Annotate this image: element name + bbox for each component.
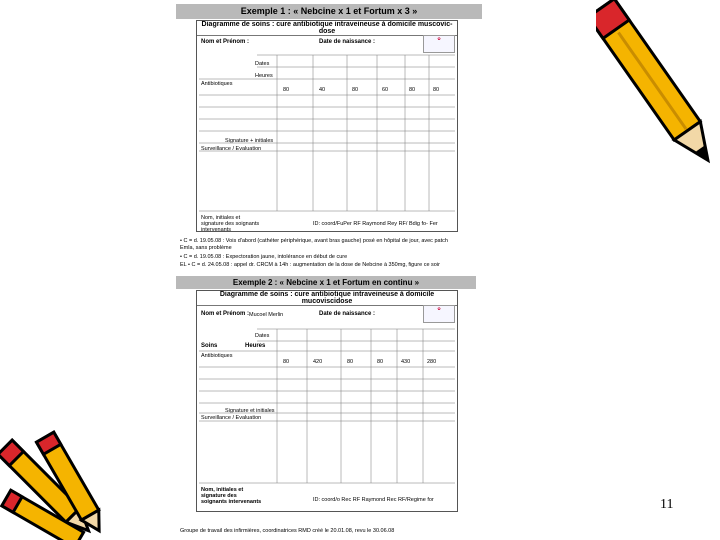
sheet1-antibiotics-label: Antibiotiques — [201, 81, 233, 87]
example1-note-4: EL • C = d. 24.05.08 : appel dr. CRCM à 14h : augmentation de la dose de Nebcine à 350mg, figure ce soir — [180, 262, 440, 268]
sheet1-value-1: 80 — [283, 87, 290, 93]
sheet1-value-3: 80 — [352, 87, 359, 93]
sheet1-grid — [197, 21, 458, 232]
sheet1-footer-right: ID: coord/FuPer RF Raymond Rey RF/ Bdig fo- Fer — [313, 221, 438, 227]
care-diagram-sheet-2 — [196, 290, 458, 512]
sheet2-value-3: 80 — [347, 359, 354, 365]
care-diagram-sheet-1 — [196, 20, 458, 232]
example1-banner: Exemple 1 : « Nebcine x 1 et Fortum x 3 » — [176, 4, 482, 19]
sheet2-logo: ✿ — [423, 305, 455, 323]
sheet2-dob-label: Date de naissance : — [319, 311, 376, 317]
sheet1-logo: ✿ — [423, 35, 455, 53]
sheet1-footer-left: Nom, initiales et signature des soignants intervenants — [201, 215, 260, 232]
sheet2-footer-right: ID: coord/o Rec RF Raymond Rec RF/Regime for — [313, 497, 434, 503]
example1-note-3: • C = d. 19.05.08 : Expectoration jaune, intolérance en début de cure — [180, 254, 348, 260]
sheet2-heures-label: Heures — [245, 343, 266, 349]
sheet2-value-4: 80 — [377, 359, 384, 365]
sheet1-surveillance-label: Surveillance / Evaluation — [201, 146, 262, 152]
page-number: 11 — [660, 497, 674, 512]
sheet2-name-label: Nom et Prénom : — [201, 311, 250, 317]
sheet2-surveillance-label: Surveillance / Evaluation — [201, 415, 262, 421]
sheet2-signature-label: Signature et initiales — [225, 408, 275, 414]
sheet2-value-2: 420 — [313, 359, 323, 365]
example1-note-2: Emla, sans problème — [180, 245, 232, 251]
sheet1-value-2: 40 — [319, 87, 326, 93]
sheet1-value-6: 80 — [433, 87, 440, 93]
sheet1-name-label: Nom et Prénom : — [201, 39, 250, 45]
sheet2-name-value: Mucoel Merlin — [249, 312, 284, 318]
sheet1-title: Diagramme de soins : cure antibiotique intraveineuse à domicile muscovic-dose — [197, 21, 457, 36]
sheet2-soins-label: Soins — [201, 343, 218, 349]
sheet1-value-4: 60 — [382, 87, 389, 93]
sheet1-signature-label: Signature + initiales — [225, 138, 274, 144]
sheet1-dates-label: Dates — [255, 61, 270, 67]
example1-note-1: • C = d. 19.05.08 : Vois d'abord (cathéter périphérique, avant bras gauche) posé en hôpital de jour, avec patch — [180, 238, 448, 244]
sheet2-antibiotics-label: Antibiotiques — [201, 353, 233, 359]
example2-banner: Exemple 2 : « Nebcine x 1 et Fortum en continu » — [176, 276, 476, 289]
sheet1-dob-label: Date de naissance : — [319, 39, 376, 45]
sheet2-value-6: 280 — [427, 359, 437, 365]
sheet2-title: Diagramme de soins : cure antibiotique intraveineuse à domicile mucoviscidose — [197, 291, 457, 306]
sheet2-value-5: 430 — [401, 359, 411, 365]
sheet2-value-1: 80 — [283, 359, 290, 365]
sheet1-value-5: 80 — [409, 87, 416, 93]
sheet1-heures-label: Heures — [255, 73, 273, 79]
sheet2-footer-left: Nom, initiales et signature des soignants intervenants — [201, 487, 262, 505]
pencils-icon — [0, 428, 112, 540]
sheet2-dates-label: Dates — [255, 333, 270, 339]
sheet2-grid — [197, 291, 458, 512]
slide-footer: Groupe de travail des infirmières, coordinatrices RMD créé le 20.01.08, revu le 30.06.08 — [180, 528, 395, 534]
pencil-icon — [596, 0, 720, 178]
